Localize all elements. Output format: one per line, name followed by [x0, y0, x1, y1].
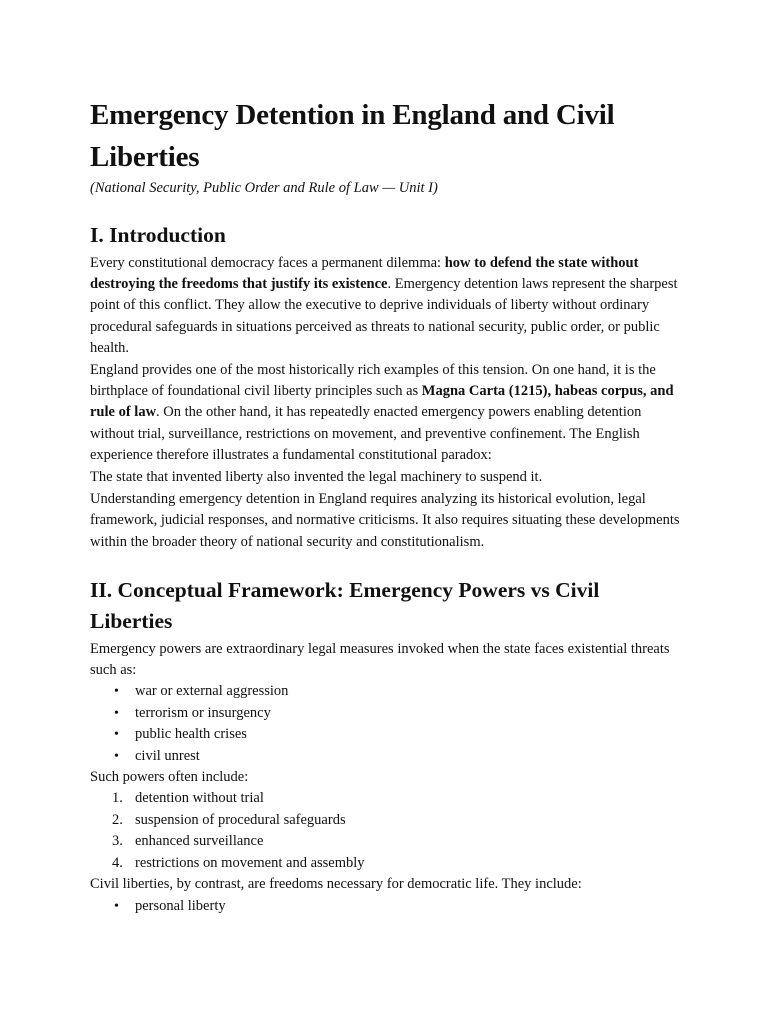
intro-paragraph-2: England provides one of the most historically rich examples of this tension. On one hand, it is the birthplace of foundational civil liberty principles such as Magna Carta (1215), habeas corpus, and rule of law. On the other hand, it has repeatedly enacted emergency powers enabling detention without trial, surveillance, restrictions on movement, and preventive confinement. The English experience therefore illustrates a fundamental constitutional paradox:	[90, 362, 674, 463]
intro-paragraph-1: Every constitutional democracy faces a permanent dilemma: how to defend the state without destroying the freedoms that justify its existence. Emergency detention laws represent the sharpest point of this conflict. They allow the executive to deprive individuals of liberty without ordinary procedural safeguards in situations perceived as threats to national security, public order, or public health.	[90, 255, 678, 356]
document-subtitle: (National Security, Public Order and Rule of Law — Unit I)	[90, 180, 438, 196]
framework-paragraph-3: Civil liberties, by contrast, are freedoms necessary for democratic life. They include:	[90, 876, 582, 893]
section-heading-conceptual-framework: II. Conceptual Framework: Emergency Powers vs Civil Liberties	[90, 577, 600, 633]
list-item: • war or external aggression	[90, 681, 680, 703]
powers-list	[90, 788, 680, 874]
list-item: 3. enhanced surveillance	[112, 833, 264, 850]
intro-paragraph-3: The state that invented liberty also invented the legal machinery to suspend it.	[90, 469, 543, 486]
list-item: • terrorism or insurgency	[90, 703, 680, 725]
list-item: • personal liberty	[90, 896, 680, 918]
threats-list	[90, 681, 680, 767]
intro-paragraph-4: Understanding emergency detention in England requires analyzing its historical evolution, legal framework, judicial responses, and normative criticisms. It also requires situating these developments within the broader theory of national security and constitutionalism.	[90, 491, 680, 550]
list-item: 4. restrictions on movement and assembly	[112, 854, 365, 871]
liberties-list	[90, 896, 680, 918]
list-item: 1. detention without trial	[112, 790, 264, 807]
list-item: • public health crises	[90, 724, 680, 746]
framework-paragraph-1: Emergency powers are extraordinary legal measures invoked when the state faces existential threats such as:	[90, 640, 670, 679]
document-page	[90, 94, 680, 917]
section-heading-introduction: I. Introduction	[90, 223, 226, 247]
list-item: 2. suspension of procedural safeguards	[112, 811, 346, 828]
document-title: Emergency Detention in England and Civil Liberties	[90, 99, 615, 173]
framework-paragraph-2: Such powers often include:	[90, 769, 249, 786]
list-item: • civil unrest	[90, 746, 680, 768]
